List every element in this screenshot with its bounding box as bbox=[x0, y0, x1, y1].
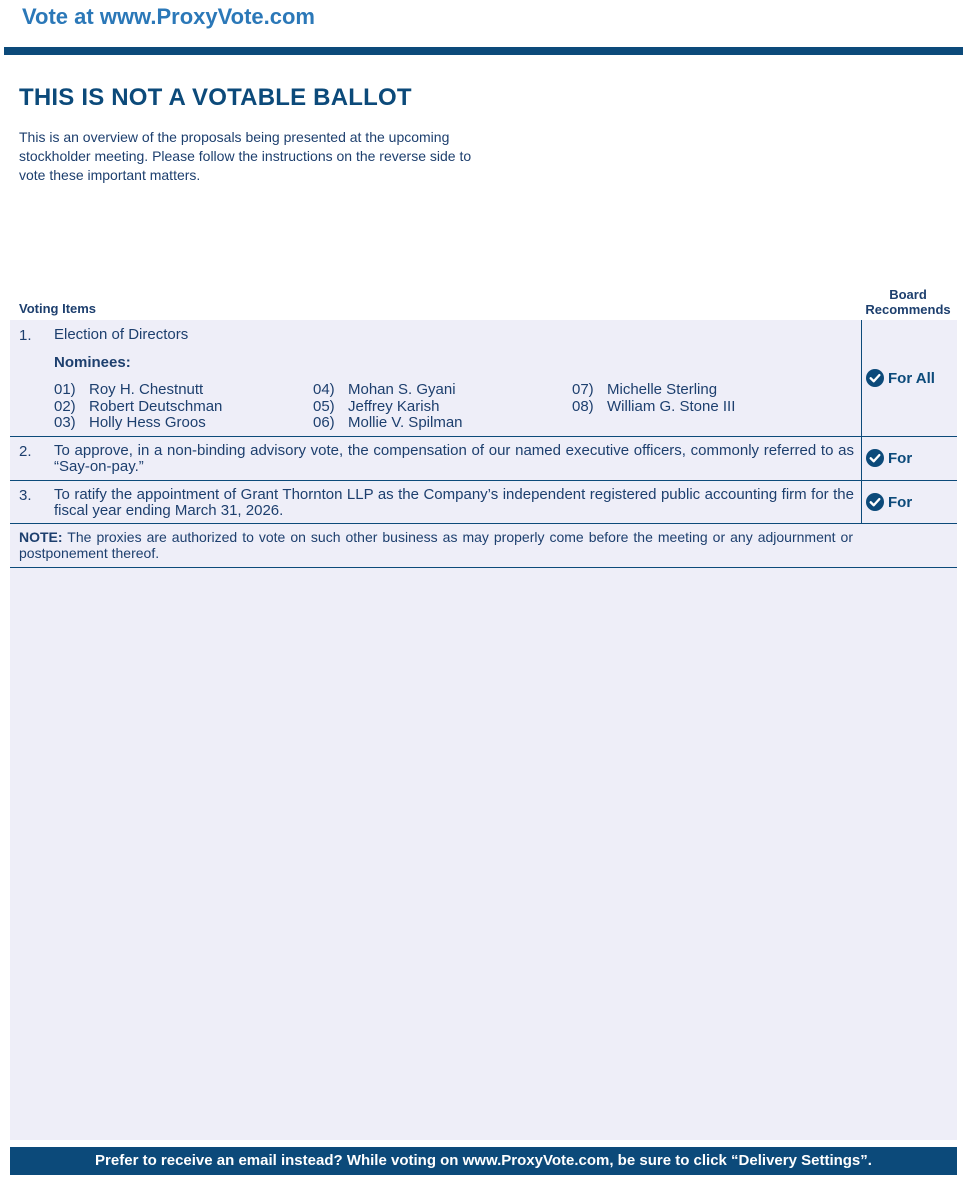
nominee-number: 06) bbox=[313, 414, 335, 431]
nominee-05 bbox=[313, 398, 439, 415]
recommendation-label: For bbox=[888, 449, 913, 467]
nominee-01 bbox=[54, 381, 203, 398]
header-title: Vote at www.ProxyVote.com bbox=[22, 4, 315, 29]
recommendation-cell bbox=[861, 320, 957, 436]
nominees-label: Nominees: bbox=[54, 354, 131, 371]
nominee-number: 01) bbox=[54, 381, 76, 398]
nominee-name: William G. Stone III bbox=[607, 398, 736, 415]
item-text: To ratify the appointment of Grant Thornton LLP as the Company’s independent registered public accounting firm for the fiscal year ending March 31, 2026. bbox=[54, 486, 854, 519]
nominee-name: Roy H. Chestnutt bbox=[89, 381, 204, 398]
item-number: 2. bbox=[19, 443, 32, 460]
check-circle-icon bbox=[866, 369, 884, 387]
nominee-06 bbox=[313, 414, 463, 431]
recommendation bbox=[866, 493, 912, 511]
nominee-number: 08) bbox=[572, 398, 594, 415]
board-recommends-header bbox=[858, 287, 958, 317]
item-text: Election of Directors bbox=[54, 326, 189, 343]
nominee-name: Mohan S. Gyani bbox=[348, 381, 456, 398]
recommendation bbox=[866, 369, 935, 387]
nominee-name: Jeffrey Karish bbox=[348, 398, 440, 415]
voting-items-header: Voting Items bbox=[19, 301, 97, 316]
nominee-number: 03) bbox=[54, 414, 76, 431]
footer-banner: Prefer to receive an email instead? While voting on www.ProxyVote.com, be sure to click “Delivery Settings”. bbox=[10, 1147, 957, 1175]
recommendation bbox=[866, 449, 912, 467]
voting-item-3 bbox=[10, 481, 957, 524]
note-row bbox=[10, 524, 957, 568]
recommendation-cell bbox=[861, 481, 957, 523]
voting-item-1 bbox=[10, 320, 957, 437]
note-text bbox=[19, 529, 853, 561]
nominee-number: 04) bbox=[313, 381, 335, 398]
nominee-name: Holly Hess Groos bbox=[89, 414, 206, 431]
nominee-name: Mollie V. Spilman bbox=[348, 414, 463, 431]
recommendation-label: For bbox=[888, 493, 913, 511]
ballot-intro: This is an overview of the proposals being presented at the upcoming stockholder meeting. Please follow the instructions on the reverse side to vote these important matters. bbox=[19, 129, 472, 183]
nominee-number: 07) bbox=[572, 381, 594, 398]
item-text: To approve, in a non-binding advisory vote, the compensation of our named executive officers, commonly referred to as “Say-on-pay.” bbox=[54, 442, 854, 475]
ballot-title: THIS IS NOT A VOTABLE BALLOT bbox=[19, 84, 412, 111]
header-divider bbox=[4, 47, 963, 55]
nominee-03 bbox=[54, 414, 206, 431]
nominee-08 bbox=[572, 398, 735, 415]
check-circle-icon bbox=[866, 449, 884, 467]
voting-item-2 bbox=[10, 437, 957, 481]
nominee-number: 02) bbox=[54, 398, 76, 415]
note-body: The proxies are authorized to vote on such other business as may properly come before the meeting or any adjournment or postponement thereof. bbox=[19, 529, 853, 561]
item-number: 3. bbox=[19, 487, 32, 504]
nominee-07 bbox=[572, 381, 717, 398]
board-header-line1: Board bbox=[889, 287, 927, 302]
recommendation-cell bbox=[861, 437, 957, 480]
nominee-04 bbox=[313, 381, 456, 398]
nominee-02 bbox=[54, 398, 222, 415]
note-label: NOTE: bbox=[19, 529, 63, 545]
board-header-line2: Recommends bbox=[865, 302, 951, 317]
nominee-name: Robert Deutschman bbox=[89, 398, 223, 415]
nominee-name: Michelle Sterling bbox=[607, 381, 718, 398]
nominee-number: 05) bbox=[313, 398, 335, 415]
check-circle-icon bbox=[866, 493, 884, 511]
recommendation-label: For All bbox=[888, 369, 935, 387]
item-number: 1. bbox=[19, 327, 32, 344]
